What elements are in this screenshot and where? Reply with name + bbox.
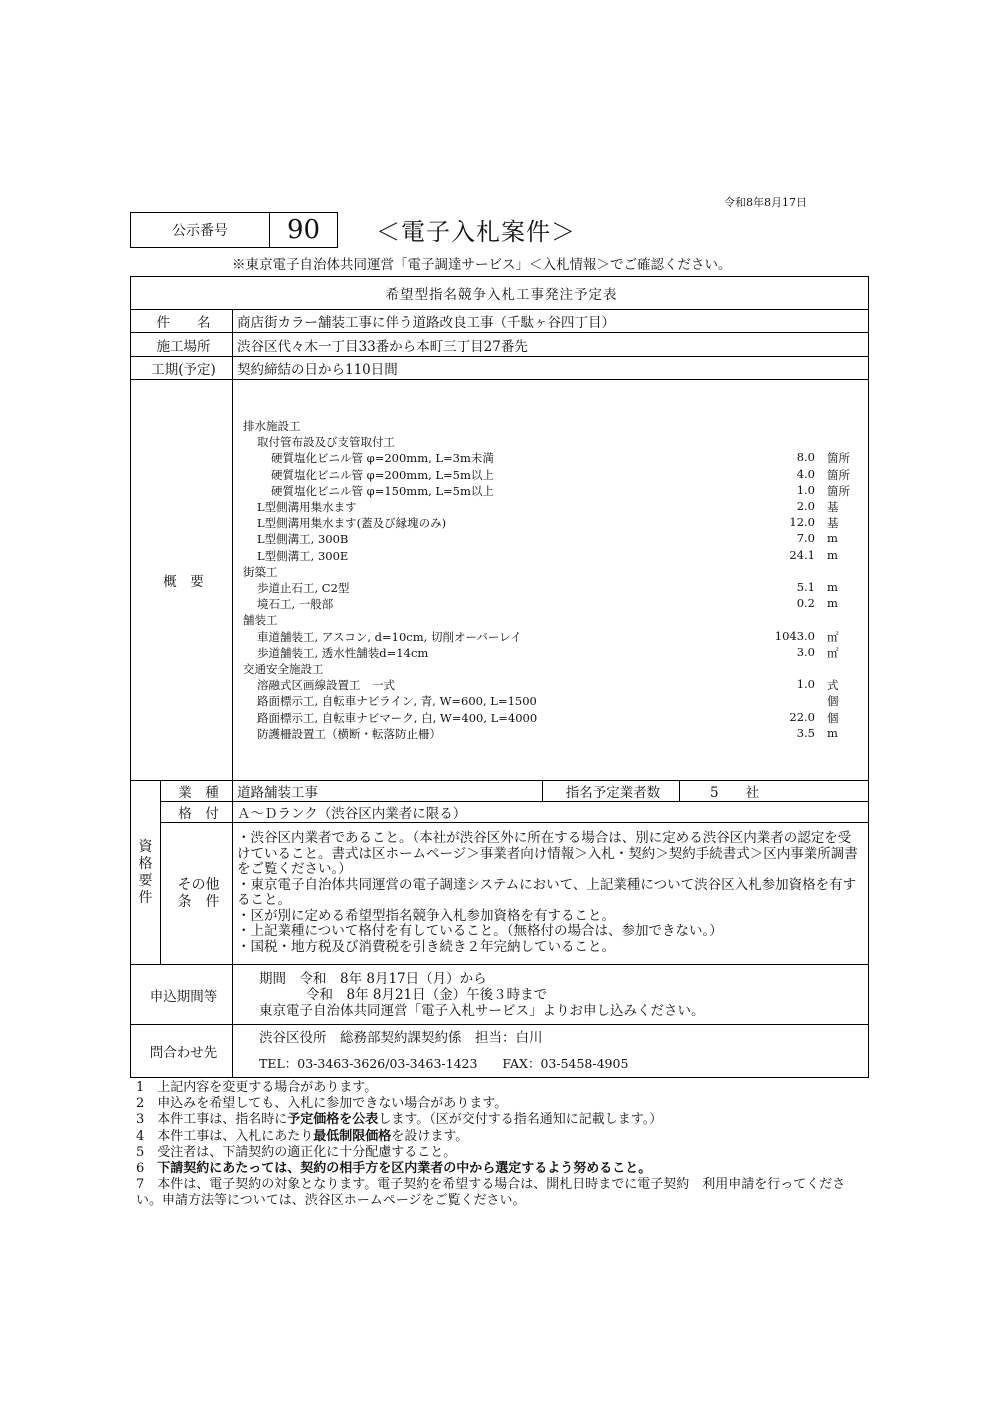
condition-item: ・上記業種について格付を有していること。（無格付の場合は、参加できない。） [237, 923, 723, 939]
designated-count-label: 指名予定業者数 [543, 781, 680, 802]
application-label: 申込期間等 [131, 965, 233, 1025]
qualification-label [131, 781, 161, 965]
footnote-text: 上記内容を変更する場合があります。 [157, 1080, 378, 1095]
summary-item-unit: ㎡ [827, 629, 839, 644]
location-value: 渋谷区代々木一丁目33番から本町三丁目27番先 [233, 333, 869, 357]
footnote-text: 本件工事は、指名時に [157, 1112, 288, 1128]
summary-item-unit: 基 [827, 500, 839, 514]
schedule-table [130, 276, 869, 1078]
summary-item-unit: m [827, 725, 838, 740]
summary-item-quantity: 8.0 [796, 450, 815, 465]
summary-item-unit: 式 [827, 678, 839, 693]
other-conditions [233, 823, 869, 965]
notice-number-label: 公示番号 [131, 213, 270, 247]
subject-value: 商店街カラー舗装工事に伴う道路改良工事（千駄ヶ谷四丁目） [233, 310, 869, 333]
summary-item-unit: 個 [827, 694, 839, 709]
summary-item-unit: 箇所 [827, 467, 850, 482]
other-conditions-label-text: その他条 件 [177, 876, 220, 910]
contact-line-1: 渋谷区役所 総務部契約課契約係 担当：白川 [259, 1030, 543, 1046]
footnote-number: 1 [136, 1080, 158, 1095]
confirmation-note: ※東京電子自治体共同運営「電子調達サービス」＜入札情報＞でご確認ください。 [232, 257, 732, 273]
footnotes [136, 1080, 866, 1210]
footnote-item [136, 1129, 866, 1145]
summary-item-unit: m [827, 531, 838, 546]
contact-details [233, 1025, 869, 1078]
summary-item: L型側溝工, 300E [257, 548, 349, 563]
summary-item: 取付管布設及び支管取付工 [257, 435, 395, 450]
issue-date: 令和8年8月17日 [724, 196, 807, 209]
footnote-number: 2 [136, 1096, 158, 1112]
summary-item: 路面標示工, 自転車ナビマーク, 白, W=400, L=4000 [257, 710, 538, 725]
summary-cell [233, 380, 869, 781]
summary-item-unit: m [827, 580, 838, 594]
other-conditions-label [161, 823, 233, 965]
summary-item: 溶融式区画線設置工 一式 [257, 678, 395, 693]
designated-count-value: 5 社 [680, 781, 869, 802]
summary-item: L型側溝工, 300B [257, 532, 349, 547]
table-title: 希望型指名競争入札工事発注予定表 [131, 277, 869, 310]
footnote-item [136, 1112, 866, 1128]
summary-item: L型側溝用集水ます(蓋及び縁塊のみ) [257, 516, 447, 531]
summary-item-unit: 個 [827, 710, 839, 725]
electronic-bid-heading: ＜電子入札案件＞ [376, 218, 576, 246]
summary-item: 歩道舗装工, 透水性舗装d=14cm [257, 645, 429, 660]
summary-item: 街築工 [243, 564, 278, 579]
footnote-item [136, 1080, 866, 1096]
summary-item: 硬質塩化ビニル管 φ=150mm, L=5m以上 [271, 483, 494, 498]
footnote-item [136, 1145, 866, 1161]
grade-label: 格 付 [161, 802, 233, 823]
summary-item: 境石工, 一般部 [257, 597, 334, 612]
application-line-1: 期間 令和 8年 8月17日（月）から [259, 970, 487, 987]
footnote-item [136, 1161, 866, 1177]
footnote-emphasis: 最低制限価格 [313, 1128, 392, 1144]
summary-item: 交通安全施設工 [243, 662, 324, 676]
subject-label: 件 名 [131, 310, 233, 333]
footnote-number: 4 [136, 1128, 158, 1144]
contact-line-2: TEL：03-3463-3626/03-3463-1423 FAX：03-5458-4905 [259, 1056, 629, 1071]
summary-item-quantity: 7.0 [796, 531, 815, 546]
footnote-text: を設けます。 [391, 1128, 469, 1144]
summary-item-unit: m [827, 596, 838, 611]
summary-item-quantity: 0.2 [796, 596, 815, 611]
condition-item: ・東京電子自治体共同運営の電子調達システムにおいて、上記業種について渋谷区入札参加資格を有すること。 [237, 876, 857, 908]
summary-item: L型側溝用集水ます [257, 500, 357, 514]
business-type-value: 道路舗装工事 [233, 781, 543, 802]
footnote-text: 受注者は、下請契約の適正化に十分配慮すること。 [157, 1144, 457, 1160]
summary-item-quantity: 12.0 [789, 515, 815, 530]
summary-item-quantity: 3.5 [796, 725, 815, 740]
footnote-text: 本件は、電子契約の対象となります。電子契約を希望する場合は、開札日時までに電子契約 利用申請を行ってください。申請方法等については、渋谷区ホームページをご覧ください。 [136, 1177, 846, 1209]
summary-item: 排水施設工 [243, 419, 301, 433]
summary-item-quantity: 4.0 [796, 466, 815, 481]
summary-item-quantity: 2.0 [796, 499, 815, 513]
application-details [233, 965, 869, 1025]
footnote-emphasis: 下請契約にあたっては、契約の相手方を区内業者の中から選定するよう努めること。 [157, 1161, 652, 1177]
notice-number-value: 90 [286, 215, 321, 245]
condition-item: ・渋谷区内業者であること。（本社が渋谷区外に所在する場合は、別に定める渋谷区内業者の認定を受けていること。書式は区ホームページ＞事業者向け情報＞入札・契約＞契約手続書式＞区内事業所調書をご覧ください。） [237, 830, 858, 877]
application-line-3: 東京電子自治体共同運営「電子入札サービス」よりお申し込みください。 [259, 1002, 705, 1019]
summary-item-quantity: 5.1 [796, 580, 815, 594]
footnote-item [136, 1177, 866, 1209]
footnote-number: 3 [136, 1112, 158, 1128]
summary-item: 車道舗装工, アスコン, d=10cm, 切削オーバーレイ [257, 629, 522, 644]
application-line-2: 令和 8年 8月21日（金）午後３時まで [306, 986, 548, 1003]
footnote-text: 申込みを希望しても、入札に参加できない場合があります。 [157, 1096, 508, 1112]
period-value: 契約締結の日から110日間 [233, 357, 869, 380]
summary-item: 舗装工 [243, 613, 278, 628]
summary-item: 硬質塩化ビニル管 φ=200mm, L=5m以上 [271, 467, 494, 482]
footnote-number: 7 [136, 1177, 158, 1193]
qualification-label-text: 資格要件 [138, 838, 153, 906]
summary-item-unit: 基 [827, 516, 839, 531]
footnote-item [136, 1096, 866, 1112]
footnote-text: 本件工事は、入札にあたり [157, 1128, 314, 1144]
footnote-emphasis: 予定価格を公表 [287, 1112, 379, 1128]
location-label: 施工場所 [131, 333, 233, 357]
summary-item-quantity: 1043.0 [774, 628, 815, 643]
notice-number-box [130, 212, 338, 248]
summary-item: 歩道止石工, C2型 [257, 581, 350, 595]
summary-item: 硬質塩化ビニル管 φ=200mm, L=3m未満 [271, 451, 494, 466]
condition-item: ・区が別に定める希望型指名競争入札参加資格を有すること。 [237, 907, 615, 924]
period-label: 工期(予定) [131, 357, 233, 380]
footnote-number: 6 [136, 1161, 158, 1177]
business-type-label: 業 種 [161, 781, 233, 802]
summary-item-quantity: 22.0 [789, 709, 815, 724]
summary-item-unit: 箇所 [827, 451, 850, 466]
summary-item-quantity: 24.1 [789, 547, 815, 562]
summary-item-quantity: 1.0 [796, 482, 815, 497]
summary-item-unit: 箇所 [827, 483, 850, 498]
summary-item: 路面標示工, 自転車ナビライン, 青, W=600, L=1500 [257, 694, 537, 709]
summary-item-quantity: 3.0 [796, 644, 815, 659]
grade-value: Ａ～Ｄランク（渋谷区内業者に限る） [233, 802, 869, 823]
footnote-number: 5 [136, 1144, 158, 1160]
contact-label: 問合わせ先 [131, 1025, 233, 1078]
summary-item-unit: m [827, 547, 838, 562]
footnote-text: します。（区が交付する指名通知に記載します。） [378, 1112, 663, 1128]
summary-label: 概 要 [131, 380, 233, 781]
summary-item: 防護柵設置工（横断・転落防止柵） [257, 726, 441, 741]
condition-item: ・国税・地方税及び消費税を引き続き２年完納していること。 [237, 938, 615, 955]
summary-item-unit: ㎡ [827, 645, 839, 660]
summary-item-quantity: 1.0 [796, 677, 815, 692]
